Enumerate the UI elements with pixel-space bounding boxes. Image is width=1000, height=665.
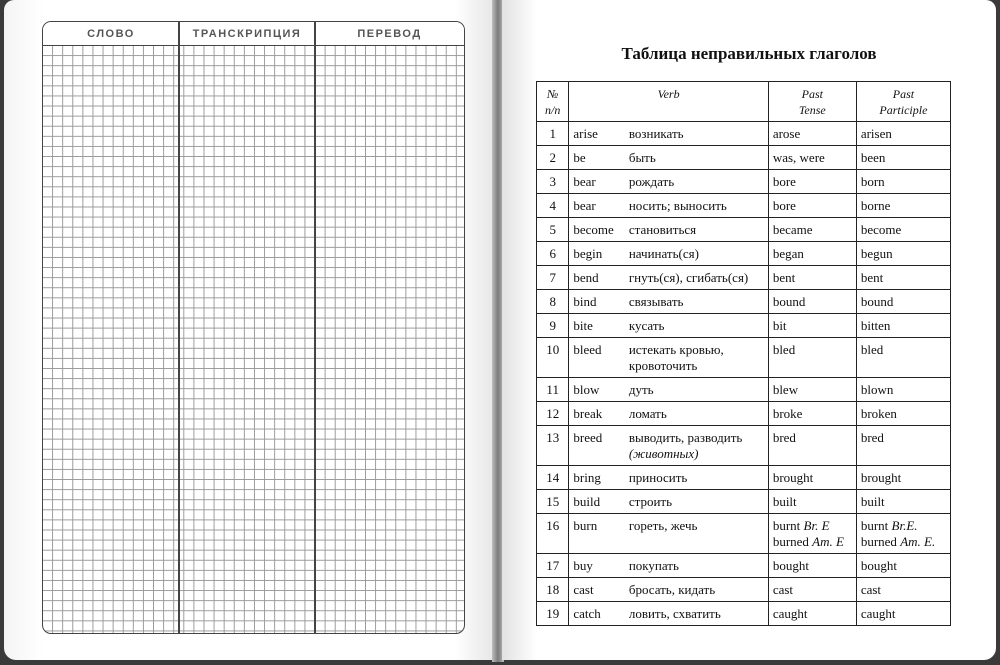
verb-russian-text: начинать(ся) <box>628 246 699 261</box>
verb-russian <box>625 266 768 290</box>
row-number-text: 3 <box>549 174 556 189</box>
verb-russian-text: носить; выносить <box>628 198 727 213</box>
header-past-line1: Past <box>801 87 823 101</box>
past-tense <box>768 514 856 554</box>
past-tense <box>768 338 856 378</box>
past-participle <box>856 466 950 490</box>
row-number-text: 9 <box>549 318 556 333</box>
past-tense-text: began <box>772 246 804 261</box>
table-row <box>537 218 951 242</box>
past-participle-text: built <box>860 494 885 509</box>
table-row <box>537 514 951 554</box>
past-participle-text: burnt <box>860 518 889 533</box>
verb-russian <box>625 314 768 338</box>
table-row <box>537 338 951 378</box>
verb-english <box>569 490 625 514</box>
header-verb: Verb <box>569 82 768 122</box>
verb-russian-text: ловить, схватить <box>628 606 721 621</box>
past-tense <box>768 578 856 602</box>
verb-english-text: begin <box>573 246 603 261</box>
verb-english-text: buy <box>573 558 593 573</box>
table-row <box>537 146 951 170</box>
verb-english-text: bear <box>573 198 596 213</box>
verb-russian-text: приносить <box>628 470 688 485</box>
past-tense <box>768 146 856 170</box>
past-tense <box>768 194 856 218</box>
header-participle-line1: Past <box>892 87 915 101</box>
row-number <box>537 602 569 626</box>
row-number <box>537 378 569 402</box>
verb-russian-text: истекать кровью, <box>628 342 724 357</box>
header-participle-line2: Participle <box>879 103 928 117</box>
header-past-tense <box>768 82 856 122</box>
past-participle-text: begun <box>860 246 893 261</box>
verb-russian-text: быть <box>628 150 656 165</box>
verb-english-text: bind <box>573 294 597 309</box>
table-row <box>537 602 951 626</box>
row-number-text: 6 <box>549 246 556 261</box>
past-participle-text: borne <box>860 198 891 213</box>
verb-russian <box>625 218 768 242</box>
past-tense <box>768 242 856 266</box>
header-transcription: ТРАНСКРИПЦИЯ <box>192 27 302 40</box>
verb-russian-text: гореть, жечь <box>628 518 698 533</box>
verb-russian <box>625 402 768 426</box>
past-tense <box>768 266 856 290</box>
past-tense-text: blew <box>772 382 799 397</box>
past-tense-text: brought <box>772 470 814 485</box>
verb-english-text: bleed <box>573 342 602 357</box>
verb-english <box>569 426 625 466</box>
verb-russian <box>625 554 768 578</box>
past-tense <box>768 378 856 402</box>
past-participle-text: bled <box>860 342 884 357</box>
past-tense-text: bound <box>772 294 806 309</box>
verb-russian-text: становиться <box>628 222 697 237</box>
row-number-text: 1 <box>549 126 556 141</box>
past-participle <box>856 146 950 170</box>
verb-english <box>569 266 625 290</box>
past-tense-text: arose <box>772 126 801 141</box>
verb-russian <box>625 194 768 218</box>
past-participle-text: been <box>860 150 886 165</box>
right-page <box>502 0 996 660</box>
row-number <box>537 146 569 170</box>
header-past-line2: Tense <box>798 103 826 117</box>
past-participle <box>856 602 950 626</box>
verb-russian <box>625 514 768 554</box>
verb-english-text: cast <box>573 582 594 597</box>
past-participle <box>856 514 950 554</box>
table-row <box>537 170 951 194</box>
verb-russian <box>625 170 768 194</box>
past-participle <box>856 122 950 146</box>
row-number-text: 13 <box>546 430 560 445</box>
past-tense-text: bore <box>772 198 796 213</box>
verb-russian <box>625 242 768 266</box>
row-number <box>537 218 569 242</box>
past-tense-text: bit <box>772 318 787 333</box>
verb-english-text: be <box>573 150 586 165</box>
table-row <box>537 266 951 290</box>
past-tense-text: cast <box>772 582 794 597</box>
past-participle <box>856 314 950 338</box>
past-participle <box>856 338 950 378</box>
page-title: Таблица неправильных глаголов <box>621 44 877 63</box>
past-participle-text: become <box>860 222 902 237</box>
table-row <box>537 490 951 514</box>
row-number-text: 19 <box>546 606 560 621</box>
verb-english-text: bear <box>573 174 596 189</box>
past-tense-text: was, were <box>772 150 825 165</box>
past-participle-text: bound <box>860 294 894 309</box>
verb-russian <box>625 490 768 514</box>
verb-russian-text: возникать <box>628 126 684 141</box>
row-number-text: 5 <box>549 222 556 237</box>
past-participle-note: Br.E. <box>891 518 918 533</box>
verb-russian-text: ломать <box>628 406 667 421</box>
verb-russian <box>625 146 768 170</box>
past-participle <box>856 402 950 426</box>
past-tense-text: bred <box>772 430 796 445</box>
past-participle-text: arisen <box>860 126 892 141</box>
header-translation: ПЕРЕВОД <box>357 27 422 40</box>
verb-english <box>569 170 625 194</box>
past-tense-alt-note: Am. E <box>812 534 844 549</box>
verb-english <box>569 338 625 378</box>
row-number-text: 14 <box>546 470 560 485</box>
past-tense-text: bought <box>772 558 809 573</box>
verb-english <box>569 146 625 170</box>
past-tense-alt: burned <box>772 534 809 549</box>
table-row <box>537 314 951 338</box>
verb-english <box>569 402 625 426</box>
row-number <box>537 554 569 578</box>
table-row <box>537 402 951 426</box>
verb-english <box>569 378 625 402</box>
past-participle-text: bent <box>860 270 884 285</box>
row-number-text: 4 <box>549 198 556 213</box>
row-number <box>537 242 569 266</box>
verb-russian-text: связывать <box>628 294 684 309</box>
table-row <box>537 290 951 314</box>
row-number <box>537 266 569 290</box>
verb-russian <box>625 338 768 378</box>
row-number-text: 7 <box>549 270 556 285</box>
verb-english <box>569 514 625 554</box>
table-header-row <box>537 82 951 122</box>
verb-russian-text-line2: кровоточить <box>628 358 698 373</box>
column-divider <box>314 22 316 633</box>
row-number-text: 16 <box>546 518 560 533</box>
past-participle <box>856 266 950 290</box>
past-participle-text: bitten <box>860 318 891 333</box>
row-number <box>537 170 569 194</box>
row-number-text: 17 <box>546 558 560 573</box>
verb-english-text: blow <box>573 382 600 397</box>
verb-russian <box>625 466 768 490</box>
past-participle <box>856 242 950 266</box>
row-number-text: 18 <box>546 582 560 597</box>
verb-english <box>569 578 625 602</box>
past-participle-text: bred <box>860 430 884 445</box>
column-divider <box>178 22 180 633</box>
past-participle <box>856 170 950 194</box>
past-participle-text: bought <box>860 558 897 573</box>
grid-header <box>43 22 464 46</box>
verb-english-text: burn <box>573 518 598 533</box>
row-number <box>537 194 569 218</box>
past-tense <box>768 122 856 146</box>
row-number <box>537 290 569 314</box>
row-number <box>537 514 569 554</box>
row-number-text: 15 <box>546 494 560 509</box>
verb-russian-text: выводить, разводить <box>628 430 743 445</box>
verb-russian <box>625 602 768 626</box>
past-participle <box>856 578 950 602</box>
past-participle <box>856 218 950 242</box>
verb-russian <box>625 122 768 146</box>
past-participle-alt-note: Am. E. <box>900 534 936 549</box>
past-participle-text: cast <box>860 582 882 597</box>
table-row <box>537 466 951 490</box>
verb-russian-text-line2: (животных) <box>628 446 699 461</box>
past-participle <box>856 194 950 218</box>
verb-english-text: bend <box>573 270 599 285</box>
past-tense-text: built <box>772 494 797 509</box>
row-number <box>537 402 569 426</box>
header-past-participle <box>856 82 950 122</box>
past-tense <box>768 466 856 490</box>
left-page <box>4 0 494 660</box>
past-tense <box>768 426 856 466</box>
past-tense-text: bent <box>772 270 796 285</box>
past-tense <box>768 170 856 194</box>
row-number-text: 8 <box>549 294 556 309</box>
row-number <box>537 426 569 466</box>
verb-russian-text: гнуть(ся), сгибать(ся) <box>628 270 749 285</box>
past-participle <box>856 554 950 578</box>
past-tense <box>768 290 856 314</box>
past-tense-note: Br. E <box>803 518 830 533</box>
verb-russian <box>625 378 768 402</box>
past-tense-text: bled <box>772 342 796 357</box>
row-number-text: 2 <box>549 150 556 165</box>
past-participle-alt: burned <box>860 534 897 549</box>
past-tense-text: caught <box>772 606 808 621</box>
past-tense <box>768 402 856 426</box>
header-number-line1: № <box>547 87 559 101</box>
past-tense <box>768 218 856 242</box>
table-row <box>537 242 951 266</box>
verb-russian-text: покупать <box>628 558 679 573</box>
verb-english <box>569 554 625 578</box>
verb-english <box>569 466 625 490</box>
verb-russian-text: рождать <box>628 174 675 189</box>
row-number <box>537 490 569 514</box>
header-word: СЛОВО <box>87 27 135 40</box>
verb-english-text: breed <box>573 430 603 445</box>
table-row <box>537 378 951 402</box>
past-participle-text: born <box>860 174 885 189</box>
past-participle <box>856 290 950 314</box>
past-tense <box>768 314 856 338</box>
verb-russian-text: бросать, кидать <box>628 582 716 597</box>
verb-english <box>569 602 625 626</box>
verb-english <box>569 314 625 338</box>
past-participle-text: caught <box>860 606 896 621</box>
verb-english-text: catch <box>573 606 601 621</box>
verb-english-text: bring <box>573 470 601 485</box>
verb-english-text: become <box>573 222 614 237</box>
past-tense <box>768 602 856 626</box>
past-tense-text: broke <box>772 406 803 421</box>
past-participle-text: blown <box>860 382 894 397</box>
verb-english <box>569 122 625 146</box>
past-tense-text: became <box>772 222 813 237</box>
row-number <box>537 466 569 490</box>
row-number <box>537 314 569 338</box>
table-row <box>537 426 951 466</box>
verb-english-text: bite <box>573 318 593 333</box>
past-tense <box>768 490 856 514</box>
verb-english-text: build <box>573 494 601 509</box>
table-body <box>537 122 951 626</box>
verb-russian-text: кусать <box>628 318 665 333</box>
vocabulary-grid <box>42 21 465 634</box>
verb-english <box>569 194 625 218</box>
past-participle-text: brought <box>860 470 902 485</box>
row-number <box>537 122 569 146</box>
verb-russian-text: строить <box>628 494 673 509</box>
verb-english <box>569 290 625 314</box>
past-participle <box>856 378 950 402</box>
verb-english <box>569 218 625 242</box>
table-row <box>537 194 951 218</box>
past-tense <box>768 554 856 578</box>
irregular-verbs-table <box>536 81 951 626</box>
past-participle <box>856 490 950 514</box>
past-participle <box>856 426 950 466</box>
past-tense-text: burnt <box>772 518 801 533</box>
row-number-text: 10 <box>546 342 560 357</box>
past-tense-text: bore <box>772 174 796 189</box>
verb-english-text: arise <box>573 126 598 141</box>
row-number <box>537 578 569 602</box>
row-number <box>537 338 569 378</box>
verb-russian <box>625 426 768 466</box>
row-number-text: 12 <box>546 406 560 421</box>
table-row <box>537 122 951 146</box>
verb-russian <box>625 578 768 602</box>
header-number-line2: n/n <box>545 103 561 117</box>
verb-english-text: break <box>573 406 603 421</box>
verb-russian <box>625 290 768 314</box>
row-number-text: 11 <box>546 382 559 397</box>
table-row <box>537 578 951 602</box>
verb-english <box>569 242 625 266</box>
past-participle-text: broken <box>860 406 897 421</box>
header-number <box>537 82 569 122</box>
verb-russian-text: дуть <box>628 382 654 397</box>
table-row <box>537 554 951 578</box>
